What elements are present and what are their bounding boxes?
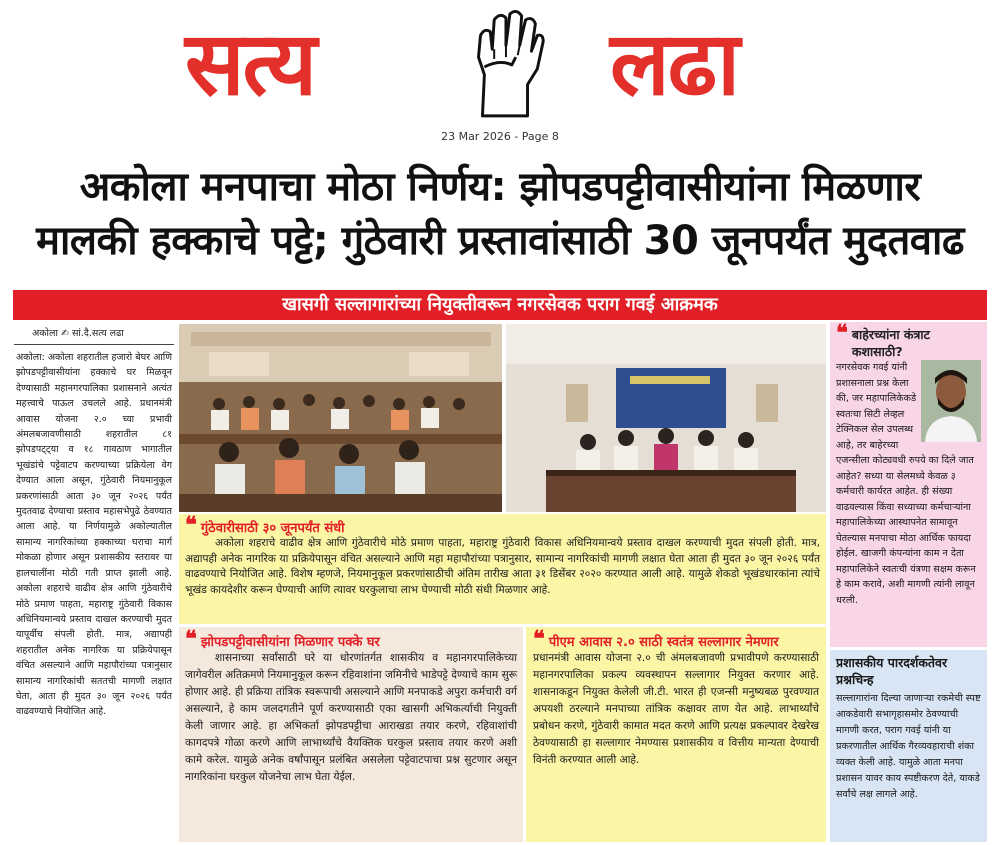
left-column-body: अकोला: अकोला शहरातील हजारो बेघर आणि झोपडपट्टीवासीयांना हक्काचे घर मिळवून देण्यासाठी महानगरपालिका प्रशासनाने अत्यंत महत्त्वाचे पाऊल उचलले आहे. प्रधानमंत्री आवास योजना २.० च्या प्रभावी अंमलबजावणीसाठी शहरातील ८१ झोपडपट्ट्या व १८ गावठाण भागातील भूखंडांचे पट्टेवाटप करण्याच्या प्रक्रियेला वेग देण्यात आला असून, गुंठेवारी नियमानुकूल प्रकरणांसाठी आता ३० जून २०२६ पर्यंत मुदतवाढ देण्याचा प्रस्ताव महासभेपुढे ठेवण्यात आला आहे. या निर्णयामुळे अकोल्यातील सामान्य नागरिकांच्या हक्काच्या घराचा मार्ग मोकळा होणार असून प्रशासकीय स्तरावर या हालचालींना मोठी गती प्राप्त झाली आहे. अकोला शहराचे वाढीव क्षेत्र आणि गुंठेवारीचे मोठे प्रमाण पाहता, महाराष्ट्र गुंठेवारी विकास अधिनियमान्वये प्रस्ताव दाखल करण्याची मुदत यापूर्वीच संपली होती. मात्र, अद्यापही शहरातील अनेक नागरिक या प्रक्रियेपासून वंचित असल्याने आणि महापौरांच्या पत्रानुसार सामान्य नागरिकांची सततची मागणी लक्षात घेता, आता ही मुदत ३० जून २०२६ पर्यंत वाढवण्याचे नियोजित आहे. [16, 352, 172, 718]
gunthewari-body: अकोला शहराचे वाढीव क्षेत्र आणि गुंठेवारीचे मोठे प्रमाण पाहता, महाराष्ट्र गुंठेवारी विकास अधिनियमान्वये प्रस्ताव दाखल करण्याची मुदत संपली होती. मात्र, अद्यापही अनेक नागरिक या प्रक्रियेपासून वंचित असल्याने आणि महा महापौरांच्या पत्रानुसार, सामान्य नागरिकांची मागणी लक्षात घेता आता ही मुदत ३० जून २०२६ पर्यंत वाढवण्याचे नियोजित आहे. विशेष म्हणजे, नियमानुकूल प्रकरणांसाठीची अंतिम तारीख आता ३१ डिसेंबर २०२० करण्यात आली आहे. यामुळे शेकडो भूखंडधारकांना त्यांचे भूखंड कायदेशीर करून घेण्याची आणि त्यावर घरकुलाचा लाभ घेण्याची मोठी संधी मिळणार आहे. [185, 537, 820, 596]
slum-title: झोपडपट्टीवासीयांना मिळणार पक्के घर [200, 635, 380, 650]
headline-line-2: मालकी हक्काचे पट्टे; गुंठेवारी प्रस्तावांसाठी 30 जूनपर्यंत मुदतवाढ [36, 218, 964, 264]
masthead-word-left: सत्य [185, 12, 316, 115]
gunthewari-heading [185, 512, 820, 538]
raised-fist-icon [455, 6, 553, 118]
slum-housing-section [179, 627, 523, 842]
quote-mark-icon: ❝ [185, 626, 197, 652]
contract-heading [836, 322, 981, 360]
contract-body: नगरसेवक गवई यांनी प्रशासनाला प्रश्न केला की, जर महापालिकेकडे स्वतःचा सिटी लेव्हल टेक्निकल सेल उपलब्ध आहे, तर बाहेरच्या एजन्सीला कोट्यवधी रुपये का दिले जात आहेत? सध्या या सेलमध्ये केवळ ३ कर्मचारी कार्यरत आहेत. ही संख्या वाढवल्यास किंवा सध्याच्या कर्मचाऱ्यांना महापालिकेच्या आस्थापनेत सामावून घेतल्यास मनपाचा मोठा आर्थिक फायदा होईल. खाजगी कंपन्यांना काम न देता महापालिकेने स्वतःची यंत्रणा सक्षम करून हे काम करावे, अशी मागणी त्यांनी लावून धरली. [836, 362, 976, 606]
slum-body: शासनाच्या सर्वांसाठी घरे या धोरणांतर्गत शासकीय व महानगरपालिकेच्या जागेवरील अतिक्रमणे नियमानुकूल करून रहिवाशांना जमिनीचे भाडेपट्टे देण्याचे काम सुरू होणार आहे. ही प्रक्रिया तांत्रिक स्वरूपाची असल्याने आणि मनपाकडे अपुरा कर्मचारी वर्ग असल्याने, हे काम जलदगतीने पूर्ण करण्यासाठी एका खासगी अभिकर्त्याची नियुक्ती केली जाणार आहे. हा अभिकर्ता झोपडपट्टीचा आराखडा तयार करणे, रहिवाशांची कागदपत्रे गोळा करणे आणि लाभार्थ्यांचे वैयक्तिक घरकुल प्रस्ताव तयार करणे अशी कामे करेल. यामुळे अनेक वर्षांपासून प्रलंबित असलेला पट्टेवाटपाचा प्रश्न सुटणार असून नागरिकांना घरकुल योजनेचा लाभ घेता येईल. [185, 652, 517, 783]
dais-photo [506, 324, 826, 512]
contract-sidebar [830, 322, 987, 647]
byline-location: अकोला [32, 328, 58, 339]
gunthewari-section [179, 514, 826, 624]
pmay-heading [533, 626, 819, 652]
pmay-section [526, 627, 826, 842]
slum-heading [185, 626, 517, 652]
transparency-title: प्रशासकीय पारदर्शकतेवर प्रश्नचिन्ह [836, 655, 948, 687]
contract-title: बाहेरच्यांना कंत्राट कशासाठी? [851, 327, 930, 359]
byline-source: सां.दै.सत्य लढा [71, 328, 124, 339]
masthead [0, 0, 1000, 128]
transparency-sidebar [830, 650, 987, 842]
meeting-hall-photo [179, 324, 502, 512]
quote-mark-icon: ❝ [185, 512, 197, 538]
quote-mark-icon: ❝ [836, 322, 848, 346]
subheadline-banner: खासगी सल्लागारांच्या नियुक्तीवरून नगरसेवक पराग गवई आक्रमक [13, 290, 987, 320]
pmay-title: पीएम आवास २.० साठी स्वतंत्र सल्लागार नेमणार [548, 635, 779, 650]
gunthewari-title: गुंठेवारीसाठी ३० जूनपर्यंत संधी [200, 521, 345, 536]
pmay-body: प्रधानमंत्री आवास योजना २.० ची अंमलबजावणी प्रभावीपणे करण्यासाठी महानगरपालिका प्रकल्प व्यवस्थापन सल्लागार नियुक्त करणार आहे. शासनाकडून नियुक्त केलेली जी.टी. भारत ही एजन्सी मनुष्यबळ पुरवण्यात अपयशी ठरल्याने मनपाच्या तांत्रिक कक्षावर ताण येत आहे. लाभार्थ्यांचे प्रबोधन करणे, गुंठेवारी कामात मदत करणे आणि प्रत्यक्ष प्रकल्पावर देखरेख ठेवण्यासाठी हा सल्लागार नेमण्यास प्रशासकीय व वित्तीय मान्यता देण्याची विनंती करण्यात आली आहे. [533, 652, 819, 766]
masthead-word-right: लढा [610, 12, 739, 115]
pen-icon: ✍ [60, 328, 69, 339]
councillor-portrait [921, 360, 981, 442]
issue-date: 23 Mar 2026 - Page 8 [441, 130, 559, 143]
left-column [14, 322, 174, 842]
transparency-body: सल्लागारांना दिल्या जाणाऱ्या रकमेची स्पष्ट आकडेवारी सभागृहासमोर ठेवण्याची मागणी करत, पराग गवई यांनी या प्रकरणातील आर्थिक गैरव्यवहाराची शंका व्यक्त केली आहे. यामुळे आता मनपा प्रशासन यावर काय स्पष्टीकरण देते, याकडे सर्वांचे लक्ष लागले आहे. [836, 693, 981, 800]
quote-mark-icon: ❝ [533, 626, 545, 652]
headline-line-1: अकोला मनपाचा मोठा निर्णय: झोपडपट्टीवासीयांना मिळणार [79, 164, 921, 210]
byline [14, 322, 174, 345]
